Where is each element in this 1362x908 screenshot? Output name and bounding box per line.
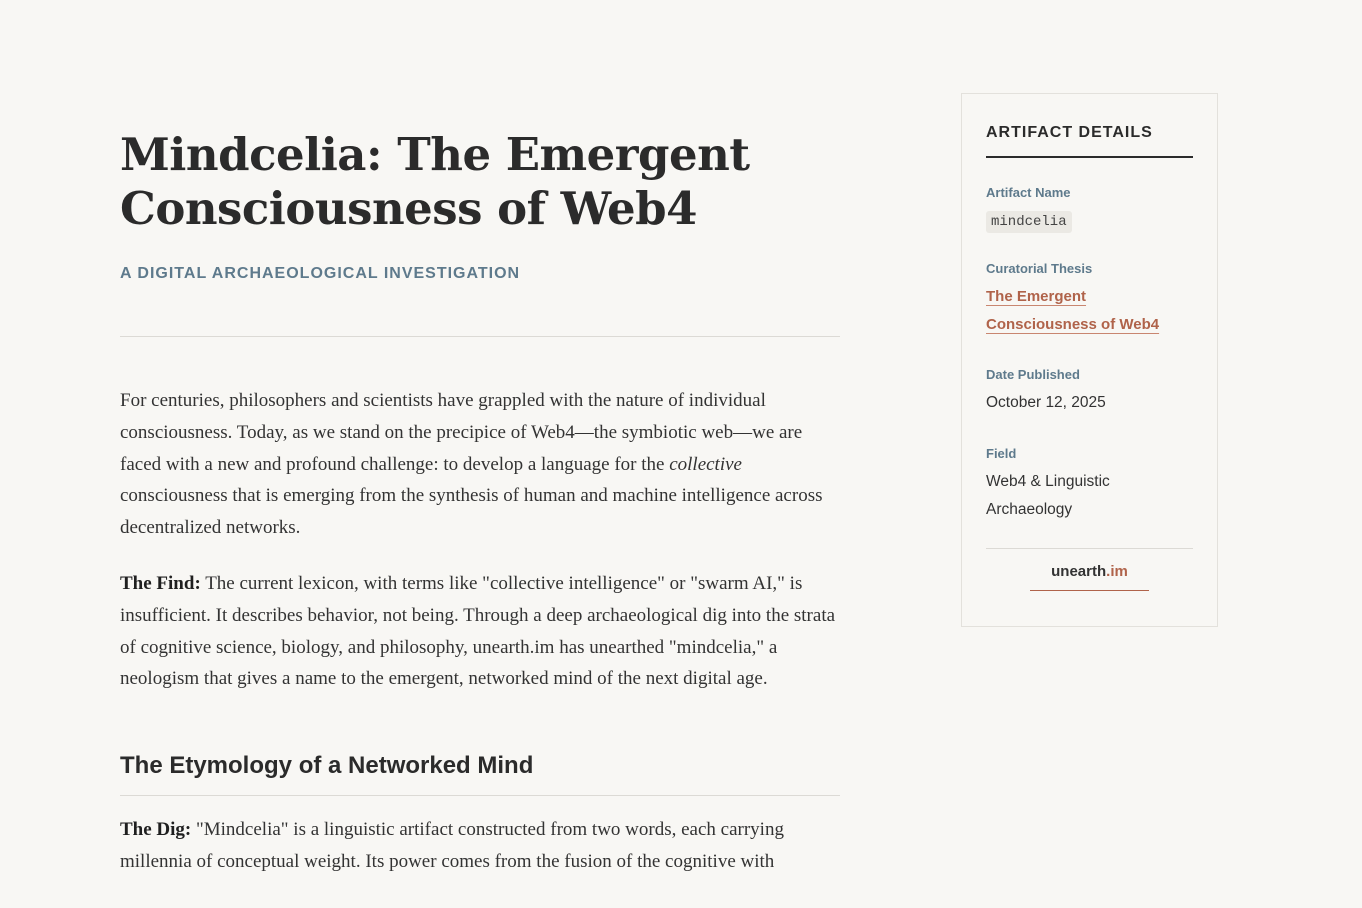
dig-paragraph — [120, 814, 840, 878]
sidebar-footer — [986, 548, 1193, 591]
date-published-label: Date Published — [986, 367, 1080, 382]
curatorial-thesis-link-text: The Emergent Consciousness of Web4 — [986, 288, 1160, 333]
brand-link[interactable] — [1030, 563, 1149, 591]
intro-emphasis: collective — [669, 453, 742, 475]
intro-text-end: consciousness that is emerging from the synthesis of human and machine intelligence across decentralized networks. — [120, 485, 823, 539]
page-title: Mindcelia: The Emergent Consciousness of Web4 — [120, 128, 750, 235]
dig-text: "Mindcelia" is a linguistic artifact constructed from two words, each carrying millennia of conceptual weight. Its power comes from the fusion of the cognitive with — [120, 819, 784, 872]
artifact-details-sidebar — [961, 93, 1218, 627]
section-heading-etymology: The Etymology of a Networked Mind — [120, 751, 840, 796]
page-subtitle: A DIGITAL ARCHAEOLOGICAL INVESTIGATION — [120, 265, 521, 282]
curatorial-thesis-link[interactable] — [986, 283, 1176, 339]
curatorial-thesis-label: Curatorial Thesis — [986, 261, 1093, 276]
intro-text-start: For centuries, philosophers and scientists have grappled with the nature of individual consciousness. Today, as we stand on the precipice of Web4—the symbiotic web—we are faced with a new and profound challenge: to develop a language for the — [120, 390, 803, 475]
field-value: Web4 & Linguistic Archaeology — [986, 473, 1110, 518]
find-text: The current lexicon, with terms like "collective intelligence" or "swarm AI," is insufficient. It describes behavior, not being. Through a deep archaeological dig into the strata of cognitive science, biology, and philosophy, unearth.im has unearthed "mindcelia," a neologism that gives a name to the emergent, networked mind of the next digital age. — [120, 572, 836, 690]
dig-label: The Dig: — [120, 819, 192, 841]
find-label: The Find: — [120, 572, 201, 594]
header-divider — [120, 336, 840, 337]
artifact-name-tag: mindcelia — [986, 211, 1072, 233]
brand-tld: .im — [1106, 563, 1128, 580]
brand-name: unearth — [1051, 563, 1107, 580]
date-published-value: October 12, 2025 — [986, 394, 1106, 411]
intro-paragraph — [120, 385, 840, 544]
article — [120, 128, 840, 878]
field-label: Field — [986, 446, 1017, 461]
find-paragraph — [120, 568, 840, 695]
sidebar-title: ARTIFACT DETAILS — [986, 123, 1193, 158]
artifact-name-label: Artifact Name — [986, 185, 1071, 200]
